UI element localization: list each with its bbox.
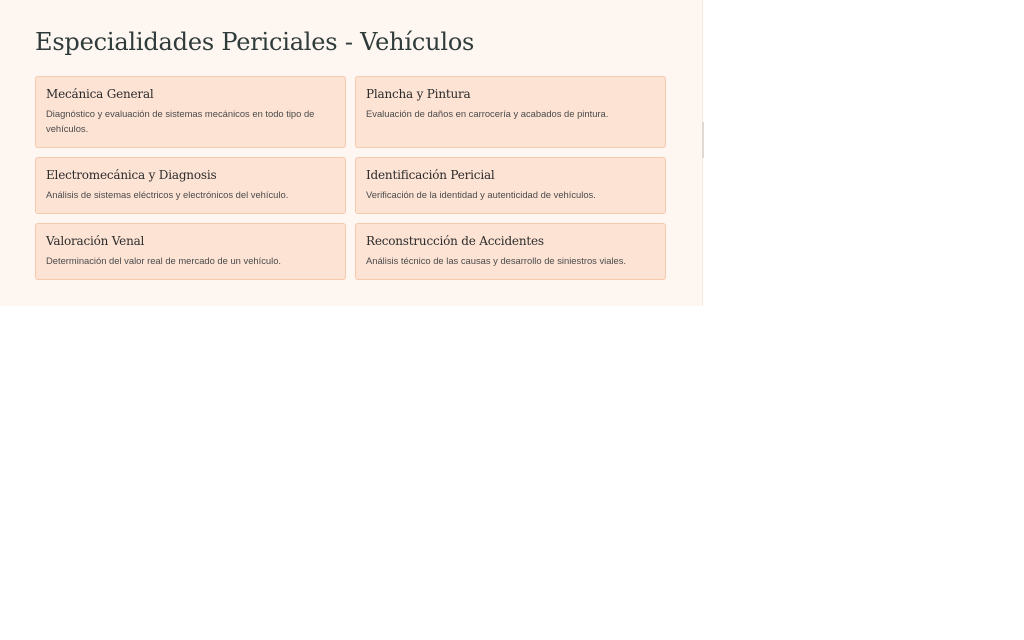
- specialty-card-description: Determinación del valor real de mercado de un vehículo.: [46, 255, 282, 266]
- specialty-card-title: Identificación Pericial: [366, 168, 495, 182]
- specialty-card-electromecanica[interactable]: [35, 157, 346, 214]
- specialty-card-title: Electromecánica y Diagnosis: [46, 168, 217, 182]
- specialty-card-description: Diagnóstico y evaluación de sistemas mecánicos en todo tipo de vehículos.: [46, 108, 315, 134]
- specialty-card-plancha-pintura[interactable]: [355, 76, 666, 148]
- specialty-card-mecanica-general[interactable]: [35, 76, 346, 148]
- specialties-panel: [0, 0, 703, 306]
- specialty-card-description: Análisis técnico de las causas y desarrollo de siniestros viales.: [366, 255, 627, 266]
- specialty-card-title: Mecánica General: [46, 87, 154, 101]
- specialty-card-title: Plancha y Pintura: [366, 87, 471, 101]
- specialty-card-identificacion-pericial[interactable]: [355, 157, 666, 214]
- specialties-grid: [35, 76, 666, 280]
- scrollbar-thumb[interactable]: [702, 122, 704, 158]
- specialty-card-description: Análisis de sistemas eléctricos y electrónicos del vehículo.: [46, 189, 289, 200]
- specialty-card-valoracion-venal[interactable]: [35, 223, 346, 280]
- specialty-card-title: Valoración Venal: [46, 234, 145, 248]
- page-title: Especialidades Periciales - Vehículos: [35, 28, 475, 56]
- specialty-card-title: Reconstrucción de Accidentes: [366, 234, 544, 248]
- specialty-card-reconstruccion-accidentes[interactable]: [355, 223, 666, 280]
- specialty-card-description: Evaluación de daños en carrocería y acabados de pintura.: [366, 108, 609, 119]
- specialty-card-description: Verificación de la identidad y autenticidad de vehículos.: [366, 189, 596, 200]
